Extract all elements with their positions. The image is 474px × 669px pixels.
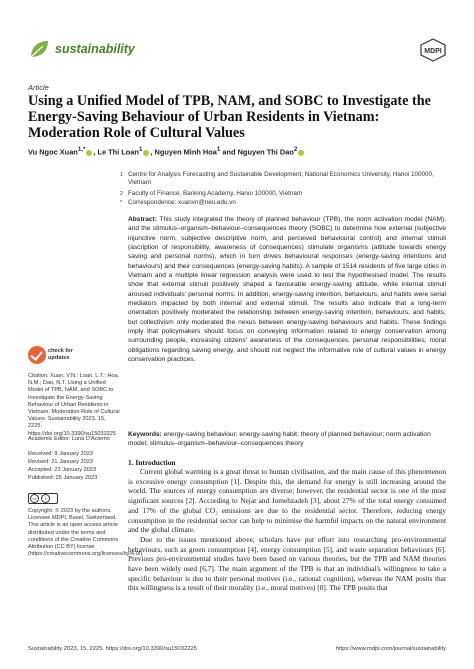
affiliation-sup: * xyxy=(120,200,122,206)
mdpi-logo-icon xyxy=(420,38,446,62)
author-name[interactable]: Nguyen Minh Hoa xyxy=(154,147,217,157)
author-sup: 2 xyxy=(293,146,298,153)
affiliation xyxy=(120,171,446,187)
paragraph: Current global warming is a great threat to human civilisation, and the main cause of this phenomenon is excessive energy consumption [1]. Despite this, the demand for energy is still increasing around the world. The sources of energy consumption are diverse; however, the residential sector is one of the most significant sources [2]. According to Nejat and Jomehzadeh [3], about 27% of the total energy consumed and 17% of the global CO₂ emissions are due to the residential sector. Therefore, reducing energy consumption in the residential sector can help to minimise the harmful impacts on the natural environment and the global climate. xyxy=(128,467,446,535)
footer-journal-link[interactable]: https://www.mdpi.com/journal/sustainability xyxy=(335,646,446,652)
accepted-date: Accepted: 23 January 2023 xyxy=(28,467,97,473)
orcid-icon[interactable] xyxy=(143,150,149,156)
academic-editor: Academic Editor: Luna D'Acierno xyxy=(28,436,110,442)
by-icon: i xyxy=(41,494,50,503)
published-date: Published: 25 January 2023 xyxy=(28,475,98,481)
affiliation-sup: 1 xyxy=(120,172,123,178)
affiliation xyxy=(120,199,446,207)
keywords-text: energy-saving behaviour; energy-saving habit; theory of planned behaviour; norm activation model; stimulus–organism–behaviour–consequences theory xyxy=(128,431,431,448)
affiliation-text: Centre for Analysis Forecasting and Sustainable Development, National Economics University, Hanoi 100000, Vietnam xyxy=(128,171,434,187)
journal-header xyxy=(28,38,446,68)
author-sup: 1,* xyxy=(77,146,86,153)
checkmark-icon xyxy=(28,346,46,364)
mdpi-logo-text: MDPI xyxy=(424,48,442,55)
abstract-label: Abstract: xyxy=(128,216,157,223)
orcid-icon[interactable] xyxy=(298,150,304,156)
cc-by-license-badge[interactable] xyxy=(28,493,58,504)
author-sup: 1 xyxy=(138,146,143,153)
page-footer xyxy=(28,646,446,656)
introduction-body xyxy=(128,467,446,593)
license-text: Copyright: © 2023 by the authors. Licensee MDPI, Basel, Switzerland. This article is an open access article distributed under the terms and conditions of the Creative Commons Attribution (CC BY) license (https://creativecommons.org/licenses/by/4.0/). xyxy=(28,508,144,558)
paragraph: Due to the issues mentioned above, scholars have put effort into researching pro-environmental behaviours, such as green consumption [4], energy consumption [5], and waste separation behaviours [6]. Previous pro-environmental studies have been based on various theories, but the TPB and NAM theories have been widely used [6,7]. The main argument of the TPB is that an individual's willingness to take a specific behaviour is due to their personal motives (i.e., rational cognition), whereas the NAM posits that this willingness is a result of their morality (i.e., moral motives) [8]. The TPB posits that xyxy=(128,534,446,593)
citation-block xyxy=(28,373,120,438)
author-name[interactable]: Le Thi Loan xyxy=(97,147,139,157)
footer-citation[interactable]: Sustainability 2023, 15, 2225. https://doi.org/10.3390/su15032225 xyxy=(28,646,197,652)
keywords-label: Keywords: xyxy=(128,431,162,438)
author-name[interactable]: Nguyen Thi Dao xyxy=(237,147,294,157)
correspondence-email[interactable]: Correspondence: xuanvn@neu.edu.vn xyxy=(128,199,236,206)
cc-icon: cc xyxy=(30,494,39,503)
affiliation-text: Faculty of Finance, Banking Academy, Hanoi 100000, Vietnam xyxy=(128,190,303,197)
paper-title: Using a Unified Model of TPB, NAM, and SOBC to Investigate the Energy-Saving Behaviour of Urban Residents in Vietnam: Moderation Role of Cultural Values xyxy=(28,93,431,141)
revised-date: Revised: 21 January 2023 xyxy=(28,459,93,465)
citation-text: Citation: Xuan, V.N.; Loan, L.T.; Hoa, N.M.; Dao, N.T. Using a Unified Model of TPB, NAM, and SOBC to Investigate the Energy-Saving Behaviour of Urban Residents in Vietnam: Moderation Role of Cultural Values. Sustainability 2023, 15, 2225. https://doi.org/10.3390/su15032225 xyxy=(28,373,120,437)
abstract xyxy=(128,215,446,365)
orcid-icon[interactable] xyxy=(86,150,92,156)
author-sup: 1 xyxy=(216,146,221,153)
section-heading: 1. Introduction xyxy=(128,458,176,467)
affiliation xyxy=(120,190,446,198)
license-block xyxy=(28,508,144,558)
author-list: Vu Ngoc Xuan$^{1,*}$ , Le Thi Loan$^1$ , Nguyen Minh Hoa$^1$ and Nguyen Thi Dao$^2$ xyxy=(28,146,305,156)
keywords xyxy=(128,430,446,448)
leaf-logo-icon xyxy=(28,38,50,60)
abstract-text: This study integrated the theory of planned behaviour (TPB), the norm activation model (NAM), and the stimulus–organism–behaviour–consequences theory (SOBC) to determine how external (subjective injunctive norm, subjective descriptive norm, and perceived behavioural control) and internal stimuli (ascription of responsibility, awareness of consequences) stimulate organisms (attitude towards energy saving and personal norms), which in turn drives behavioural responses (energy-saving intentions and behaviours) and their consequences (energy-saving habits). A sample of 1514 residents of five large cities in Vietnam and a multiple linear regression analysis were used to test the hypothesised model. The results show that external stimuli positively shaped a favourable energy-saving attitude, while internal stimuli aroused individuals' personal norms. In addition, energy-saving intention, behaviours, and habits were serial mediators impacted by both internal and external stimuli. The results also indicate that a long-term orientation positively moderated the relationship between energy-saving intention, behaviours, and habits, but collectivism only moderated the nexus between energy-saving behaviours and habits. These findings imply that policymakers should focus on conveying information related to energy conservation among surrounding people, increasing citizens' awareness of the consequences, personal responsibilities, moral obligations regarding saving energy, and should not neglect the informative role of cultural values in energy conservation practices. xyxy=(128,216,446,364)
check-for-updates-badge[interactable] xyxy=(28,346,74,368)
check-updates-label: check for updates xyxy=(48,348,73,361)
article-type: Article xyxy=(28,83,49,92)
received-date: Received: 9 January 2023 xyxy=(28,451,93,457)
journal-name: sustainability xyxy=(55,42,135,56)
author-name[interactable]: Vu Ngoc Xuan xyxy=(28,147,78,157)
affiliation-sup: 2 xyxy=(120,191,123,197)
